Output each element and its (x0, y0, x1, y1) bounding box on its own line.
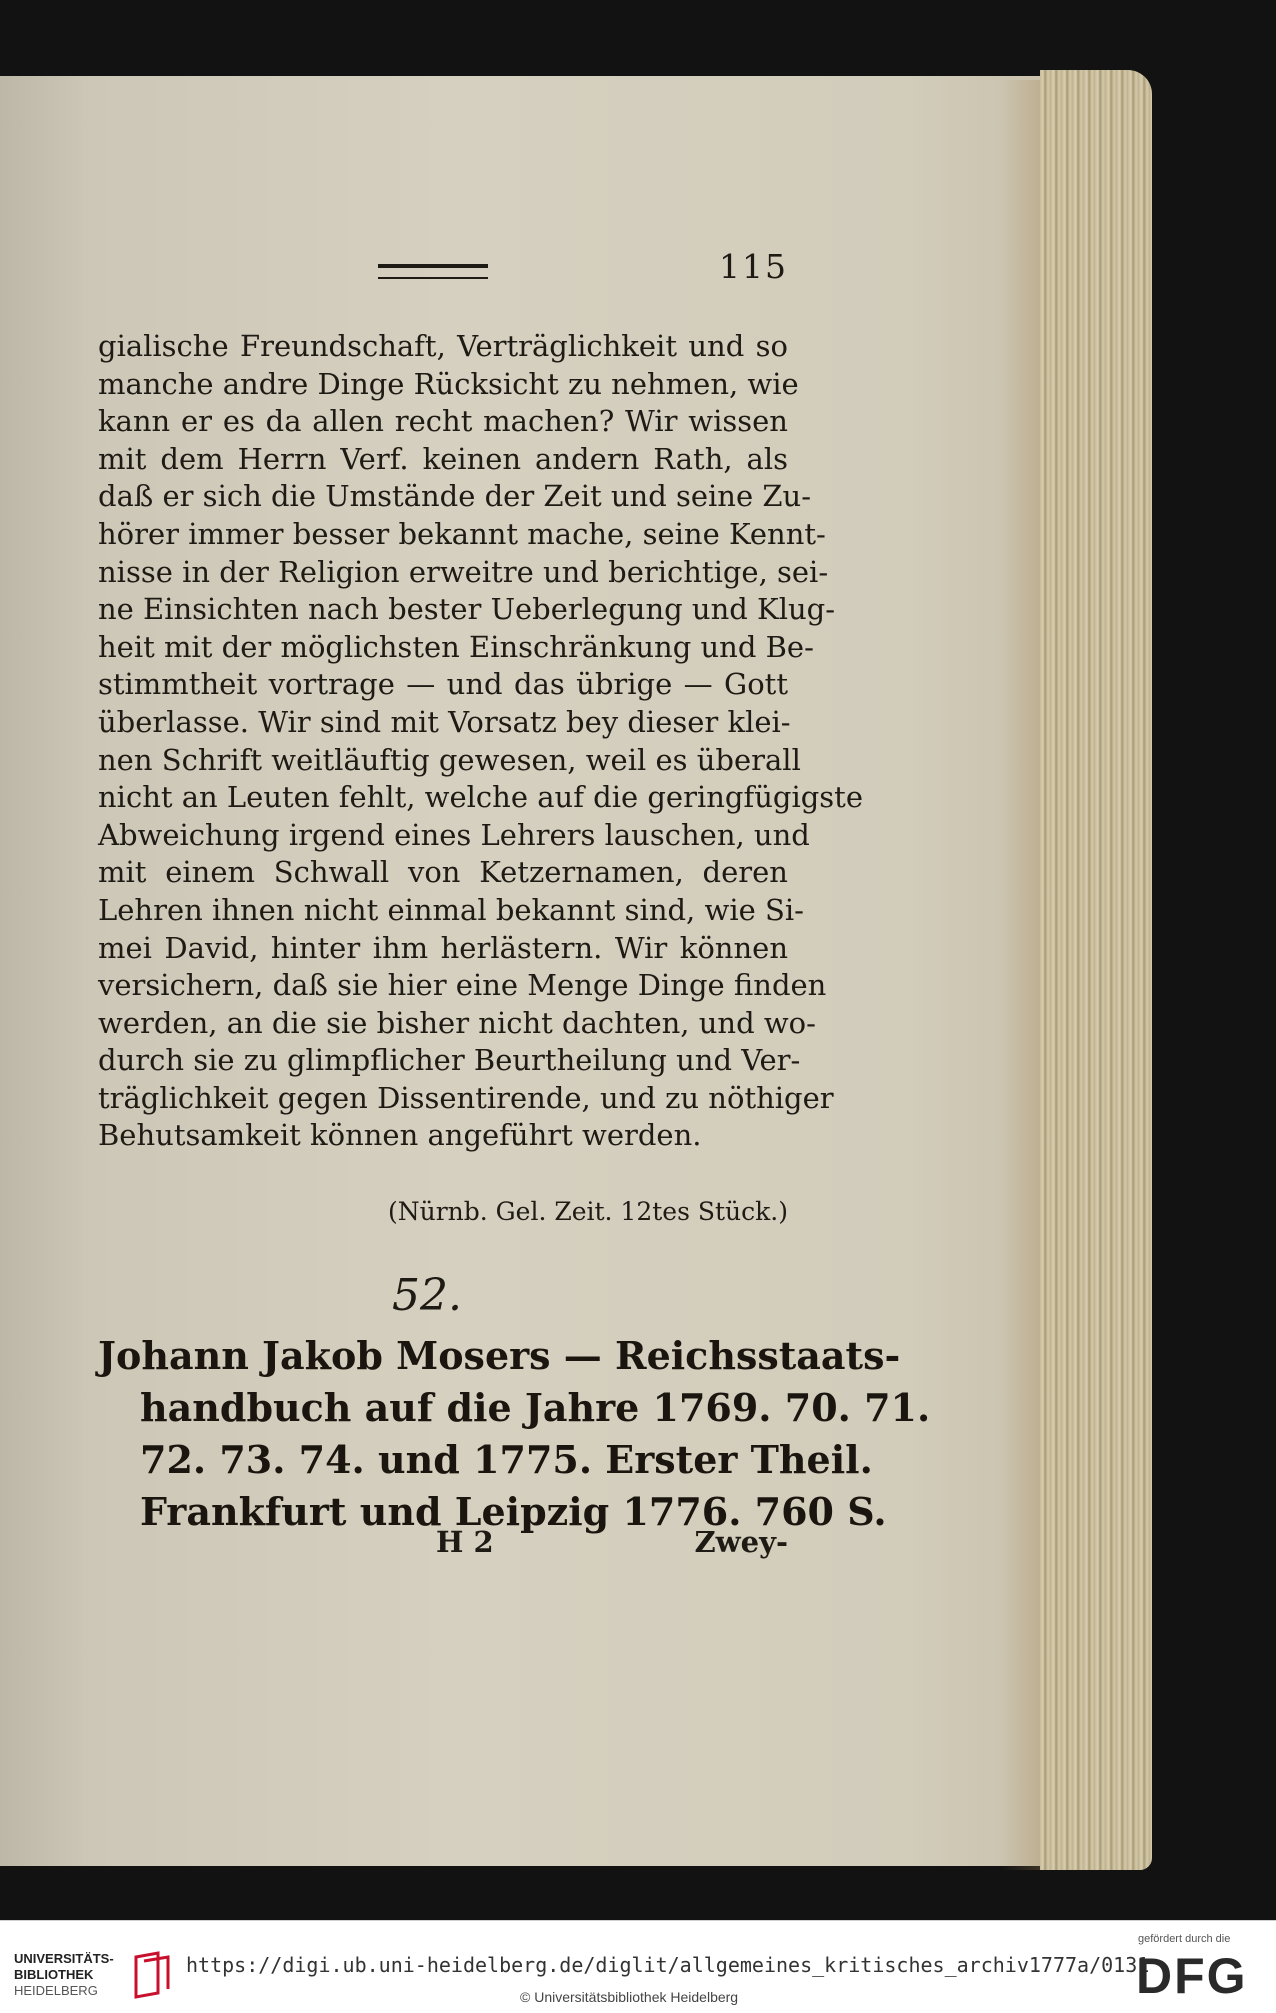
text-line: manche andre Dinge Rücksicht zu nehmen, wie (98, 366, 799, 401)
viewer-footer (0, 1920, 1276, 2013)
page-footer-line (98, 1525, 788, 1565)
text-line: werden, an die sie bisher nicht dachten, und wo- (98, 1005, 816, 1040)
text-line: ne Einsichten nach bester Ueberlegung und Klug- (98, 592, 836, 627)
text-line: nen Schrift weitläuftig gewesen, weil es überall (98, 742, 801, 777)
copyright-notice: © Universitätsbibliothek Heidelberg (520, 1989, 739, 2005)
text-line: träglichkeit gegen Dissentirende, und zu nöthiger (98, 1080, 834, 1115)
text-line: Abweichung irgend eines Lehrers lauschen, und (98, 817, 810, 852)
page-number: 115 (719, 247, 788, 286)
text-line: nisse in der Religion erweitre und berichtige, sei- (98, 554, 829, 589)
text-line: heit mit der möglichsten Einschränkung und Be- (98, 629, 814, 664)
text-line: mit einem Schwall von Ketzernamen, deren (98, 855, 788, 890)
dfg-logo[interactable]: DFG (1136, 1948, 1248, 2004)
library-name-line2: BIBLIOTHEK (14, 1967, 94, 1982)
text-line: Behutsamkeit können angeführt werden. (98, 1118, 702, 1153)
library-logo-text[interactable] (14, 1951, 114, 1999)
entry-title-line: Frankfurt und Leipzig 1776. 760 S. (140, 1489, 887, 1534)
entry-title-line: Johann Jakob Mosers — Reichsstaats- (98, 1333, 901, 1378)
text-line: Lehren ihnen nicht einmal bekannt sind, wie Si- (98, 892, 804, 927)
entry-title-line: 72. 73. 74. und 1775. Erster Theil. (140, 1437, 873, 1482)
entry-title (98, 1330, 931, 1538)
funding-label: gefördert durch die (1138, 1933, 1231, 1945)
text-line: hörer immer besser bekannt mache, seine Kennt- (98, 516, 826, 551)
body-text (98, 328, 863, 1155)
text-line: mit dem Herrn Verf. keinen andern Rath, als (98, 441, 788, 476)
library-logo-icon (128, 1949, 178, 1999)
page-edges (1040, 70, 1152, 1870)
catchword: Zwey- (694, 1525, 788, 1559)
library-name-line3: HEIDELBERG (14, 1983, 98, 1998)
text-line: durch sie zu glimpflicher Beurtheilung und Ver- (98, 1043, 801, 1078)
header-rule (378, 264, 488, 279)
permalink-url[interactable]: https://digi.ub.uni-heidelberg.de/diglit/allgemeines_kritisches_archiv1777a/0131 (186, 1953, 1150, 1977)
signature-mark: H 2 (436, 1525, 494, 1559)
text-line: kann er es da allen recht machen? Wir wissen (98, 404, 788, 439)
library-name-line1: UNIVERSITÄTS- (14, 1951, 114, 1966)
text-line: mei David, hinter ihm herlästern. Wir können (98, 930, 788, 965)
text-line: nicht an Leuten fehlt, welche auf die geringfügigste (98, 780, 863, 815)
text-line: gialische Freundschaft, Verträglichkeit und so (98, 329, 788, 363)
page-header (98, 247, 788, 295)
text-line: versichern, daß sie hier eine Menge Dinge finden (98, 968, 827, 1003)
text-line: stimmtheit vortrage — und das übrige — Gott (98, 667, 788, 702)
entry-title-line: handbuch auf die Jahre 1769. 70. 71. (140, 1385, 931, 1430)
text-line: daß er sich die Umstände der Zeit und seine Zu- (98, 479, 811, 514)
text-line: überlasse. Wir sind mit Vorsatz bey dieser klei- (98, 704, 791, 739)
entry-number: 52. (392, 1270, 462, 1321)
source-citation: (Nürnb. Gel. Zeit. 12tes Stück.) (388, 1197, 788, 1226)
